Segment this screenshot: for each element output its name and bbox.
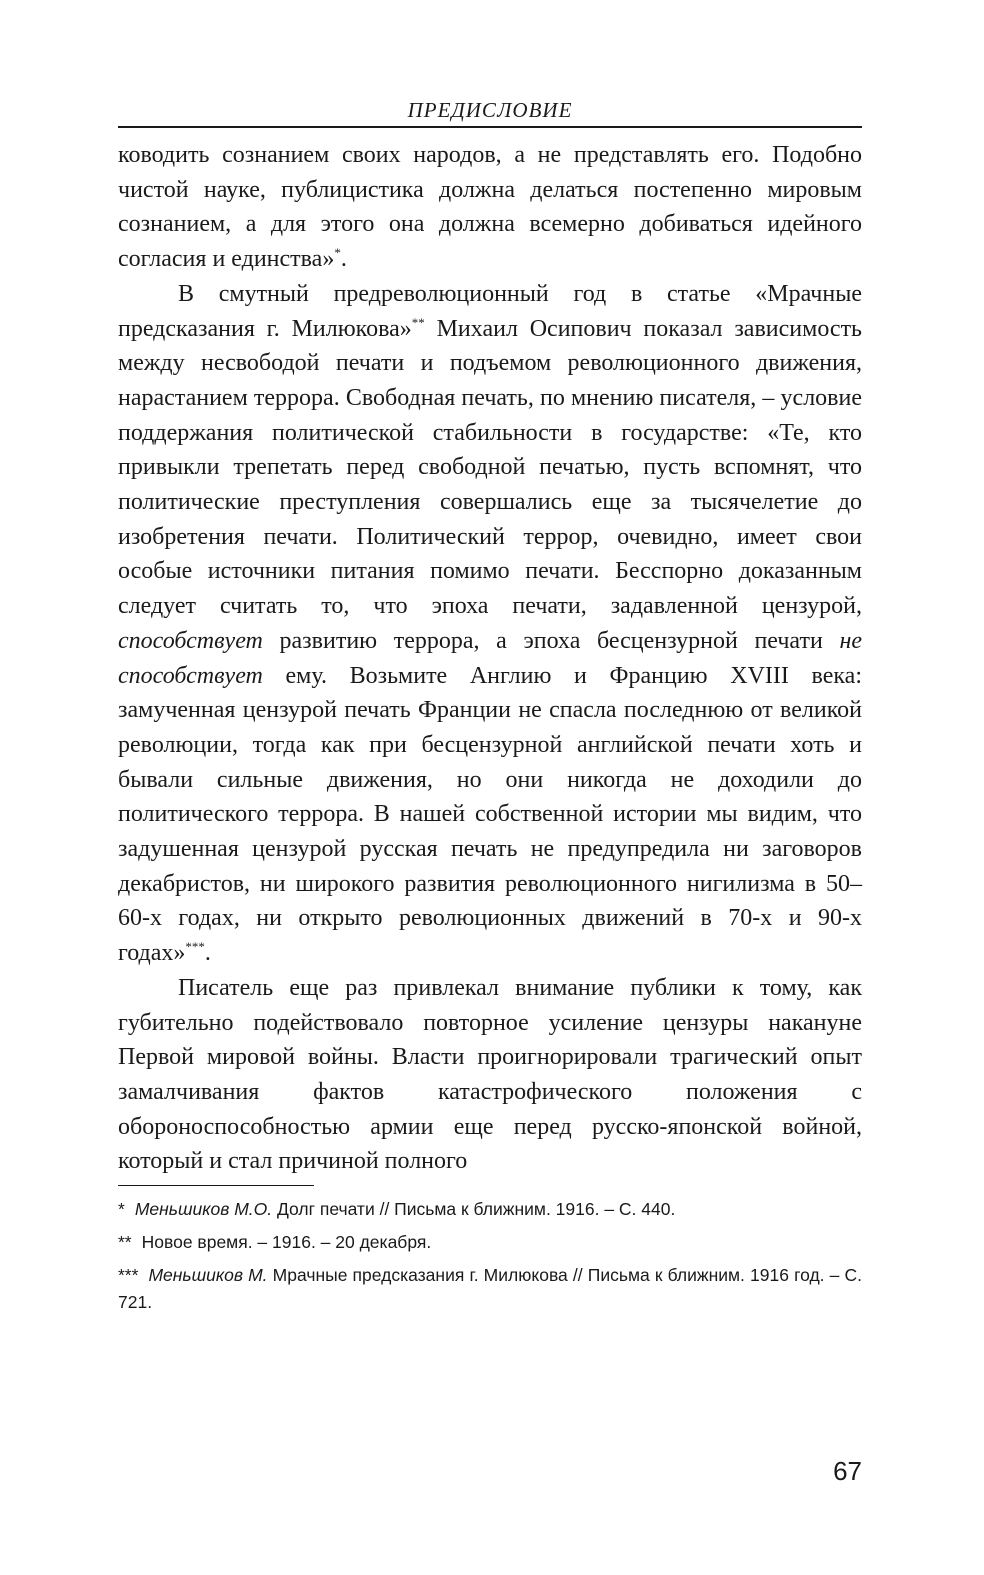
paragraph-text: Писатель еще раз привлекал внимание публики к тому, как губительно подействовало повторное усиление цензуры накануне Первой мировой войны. Власти проигнорировали трагический опыт замалчивания фактов катастрофического положения с обороноспособностью армии еще перед русско-японской войной, который и стал причиной полного [118, 974, 862, 1175]
paragraph [118, 971, 862, 1179]
page [118, 96, 862, 1322]
footnote-reference: *** [185, 939, 205, 955]
footnote-text: Новое время. – 1916. – 20 декабря. [141, 1232, 432, 1253]
paragraph-text: Михаил Осипович показал зависимость между несвободой печати и подъемом революционного движения, нарастанием террора. Свободная печать, по мнению писателя, – условие поддержания политической стабильности в государстве: «Те, кто привыкли трепетать перед свободной печатью, пусть вспомнят, что политические преступления совершались еще за тысячелетие до изобретения печати. Политический террор, очевидно, имеет свои особые источники питания помимо печати. Бесспорно доказанным следует считать то, что эпоха печати, задавленной цензурой, [118, 315, 863, 620]
paragraph-text: ководить сознанием своих народов, а не представлять его. Подобно чистой науке, публицистика должна делаться постепенно мировым сознанием, а для этого она должна всемерно добиваться идейного согласия и единства» [118, 142, 862, 273]
footnote-reference: * [334, 245, 341, 261]
footnote [118, 1229, 862, 1256]
footnote-mark: ** [118, 1232, 132, 1253]
paragraph-text: . [340, 246, 347, 273]
emphasis-text: способствует [118, 627, 263, 654]
footnote [118, 1196, 862, 1223]
paragraph-text: В смутный предреволюционный год в статье «Мрачные предсказания г. Милюкова» [118, 280, 862, 342]
paragraph-text: развитию террора, а эпоха бесцензурной печати [262, 627, 840, 654]
page-number: 67 [833, 1456, 862, 1486]
paragraph [118, 138, 862, 277]
footnote-text: Мрачные предсказания г. Милюкова // Письма к ближним. 1916 год. – С. 721. [118, 1265, 862, 1313]
footnote-rule [118, 1185, 314, 1186]
running-head: ПРЕДИСЛОВИЕ [407, 98, 573, 122]
footnote-reference: ** [411, 314, 425, 330]
footnotes [118, 1196, 862, 1316]
paragraph-text: . [204, 940, 211, 967]
footnote-mark: *** [118, 1265, 139, 1286]
footnote [118, 1262, 862, 1316]
emphasis-text: не способствует [118, 627, 862, 689]
footnote-text: Долг печати // Письма к ближним. 1916. – С. 440. [272, 1199, 676, 1220]
paragraph-text: ему. Возьмите Англию и Францию XVIII века: замученная цензурой печать Франции не спасла последнюю от великой революции, тогда как при бесцензурной английской печати хоть и бывали сильные движения, но они никогда не доходили до политического террора. В нашей собственной истории мы видим, что задушенная цензурой русская печать не предупредила ни заговоров декабристов, ни широкого развития революционного нигилизма в 50–60-х годах, ни открыто революционных движений в 70-х и 90-х годах» [118, 662, 862, 967]
header-rule [118, 126, 862, 128]
body-text [118, 138, 862, 1179]
paragraph [118, 277, 862, 971]
footnote-author: Меньшиков М.О. [134, 1199, 273, 1220]
footnote-mark: * [118, 1199, 125, 1220]
footnote-author: Меньшиков М. [148, 1265, 268, 1286]
